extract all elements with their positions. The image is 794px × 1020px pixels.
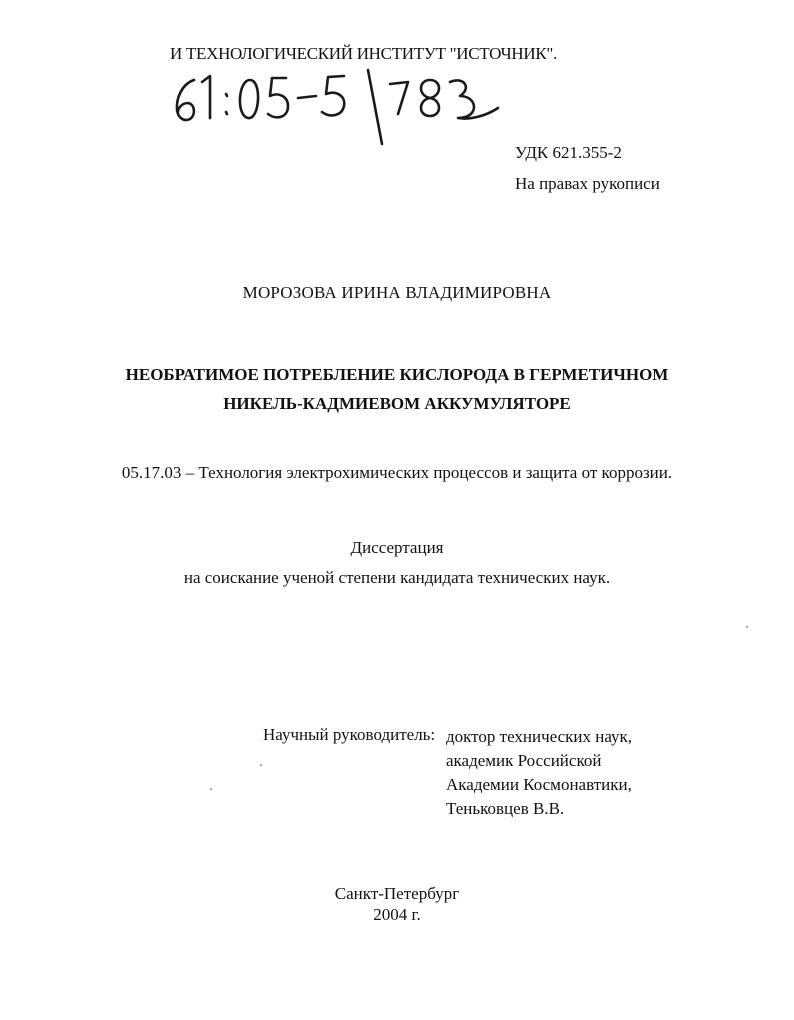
supervisor-label: Научный руководитель: <box>263 725 436 744</box>
dissertation-title <box>0 360 794 418</box>
supervisor-line: доктор технических наук, <box>446 727 633 746</box>
title-line-2: НИКЕЛЬ-КАДМИЕВОМ АККУМУЛЯТОРЕ <box>223 394 571 413</box>
institute-name: И ТЕХНОЛОГИЧЕСКИЙ ИНСТИТУТ "ИСТОЧНИК". <box>170 44 558 63</box>
degree-statement: на соискание ученой степени кандидата технических наук. <box>183 568 611 587</box>
supervisor-line: Академии Космонавтики, <box>446 775 632 794</box>
document-type: Диссертация <box>350 538 444 557</box>
scan-speck <box>210 788 212 790</box>
title-line-1: НЕОБРАТИМОЕ ПОТРЕБЛЕНИЕ КИСЛОРОДА В ГЕРМЕТИЧНОМ <box>125 365 669 384</box>
author-name: МОРОЗОВА ИРИНА ВЛАДИМИРОВНА <box>242 283 552 302</box>
supervisor-line: академик Российской <box>446 751 602 770</box>
supervisor-line: Теньковцев В.В. <box>446 799 565 818</box>
year: 2004 г. <box>373 905 421 924</box>
handwritten-registration-number <box>168 68 508 150</box>
city: Санкт-Петербург <box>334 884 460 903</box>
supervisor-details <box>446 725 632 821</box>
handwritten-code-image <box>168 68 508 150</box>
udk-code: УДК 621.355-2 <box>515 143 622 162</box>
scan-speck <box>746 626 748 628</box>
scan-speck <box>260 764 262 766</box>
specialty-code: 05.17.03 – Технология электрохимических процессов и защита от коррозии. <box>121 463 673 482</box>
manuscript-rights-note: На правах рукописи <box>515 174 660 193</box>
